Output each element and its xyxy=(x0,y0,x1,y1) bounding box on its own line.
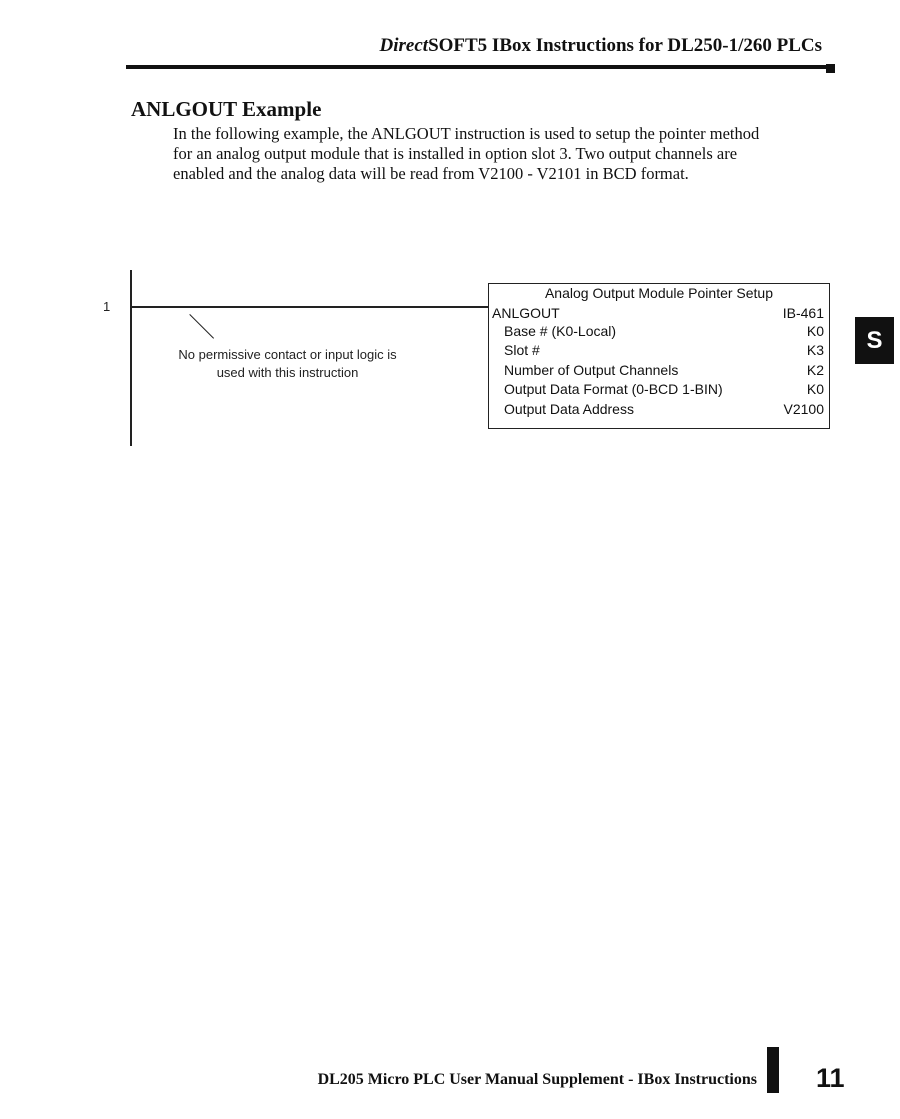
chapter-tab: S xyxy=(855,317,894,364)
ibox-param-value: K0 xyxy=(806,323,824,339)
footer-text: DL205 Micro PLC User Manual Supplement - IBox Instructions xyxy=(317,1071,757,1088)
ibox-param-label: Number of Output Channels xyxy=(504,362,679,378)
left-power-rail xyxy=(130,270,132,446)
ibox-param-value: V2100 xyxy=(783,401,824,417)
comment-line: No permissive contact or input logic is xyxy=(178,347,397,362)
ibox-id: IB-461 xyxy=(782,305,824,321)
body-paragraph xyxy=(173,124,823,184)
rung-number: 1 xyxy=(103,299,111,314)
section-title: ANLGOUT Example xyxy=(131,97,322,121)
header-title xyxy=(380,35,822,57)
body-line: enabled and the analog data will be read from V2100 - V2101 in BCD format. xyxy=(173,164,689,183)
comment-line: used with this instruction xyxy=(216,365,359,380)
ibox-param-row xyxy=(504,381,824,400)
ibox-param-label: Output Data Format (0-BCD 1-BIN) xyxy=(504,381,723,397)
body-line: for an analog output module that is installed in option slot 3. Two output channels are xyxy=(173,144,738,163)
header-brand: Direct xyxy=(379,35,429,56)
ibox-param-label: Base # (K0-Local) xyxy=(504,323,617,339)
ibox-param-row xyxy=(504,401,824,420)
header-square-marker xyxy=(826,64,835,73)
ibox-name: ANLGOUT xyxy=(492,305,560,321)
rung-wire xyxy=(131,306,489,308)
ibox-param-row xyxy=(504,362,824,381)
body-line: In the following example, the ANLGOUT instruction is used to setup the pointer method xyxy=(173,124,760,143)
ibox-param-label: Slot # xyxy=(504,342,540,358)
ibox-title: Analog Output Module Pointer Setup xyxy=(544,285,774,301)
ibox-param-value: K0 xyxy=(806,381,824,397)
footer-bar xyxy=(767,1047,779,1093)
page-number: 11 xyxy=(816,1063,845,1093)
ibox-instruction-box xyxy=(488,283,830,429)
header-title-text: SOFT5 IBox Instructions for DL250-1/260 PLCs xyxy=(428,35,822,56)
ibox-param-value: K2 xyxy=(806,362,824,378)
ibox-param-row xyxy=(504,342,824,361)
header-rule xyxy=(126,65,830,69)
comment-pointer-line xyxy=(189,314,214,339)
ibox-param-value: K3 xyxy=(806,342,824,358)
ibox-param-row xyxy=(504,323,824,342)
rung-comment xyxy=(160,346,415,382)
ibox-param-label: Output Data Address xyxy=(504,401,634,417)
